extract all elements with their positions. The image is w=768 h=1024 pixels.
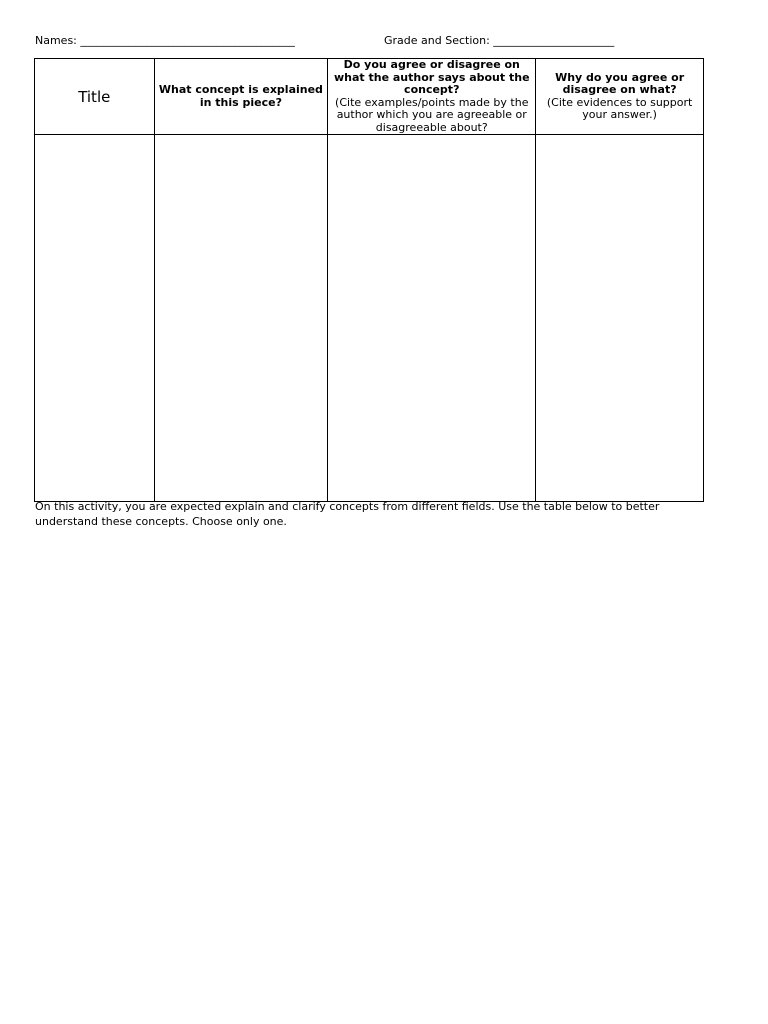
table-header-row xyxy=(35,59,704,135)
answer-cell-title[interactable] xyxy=(35,135,155,502)
header-title-label: Title xyxy=(78,88,111,106)
header-why-label: Why do you agree or disagree on what? xyxy=(555,70,685,96)
answer-cell-concept[interactable] xyxy=(154,135,328,502)
names-field-label: Names: _______________________________________ xyxy=(35,34,295,47)
header-agree-disagree-note: (Cite examples/points made by the author which you are agreeable or disagreeable about? xyxy=(335,95,529,134)
header-agree-disagree-label: Do you agree or disagree on what the author says about the concept? xyxy=(333,58,530,96)
grade-section-field-label: Grade and Section: ______________________ xyxy=(384,34,615,47)
worksheet-table xyxy=(34,58,704,502)
header-agree-disagree xyxy=(328,59,536,135)
header-why xyxy=(536,59,704,135)
table-row xyxy=(35,135,704,502)
instructions-text: On this activity, you are expected explain and clarify concepts from different fields. Use the table below to better understand these concepts. Choose only one. xyxy=(35,500,660,528)
answer-cell-why[interactable] xyxy=(536,135,704,502)
header-concept-label: What concept is explained in this piece? xyxy=(158,83,323,109)
header-title xyxy=(35,59,155,135)
header-why-note: (Cite evidences to support your answer.) xyxy=(546,95,693,121)
answer-cell-agree-disagree[interactable] xyxy=(328,135,536,502)
header-concept xyxy=(154,59,328,135)
